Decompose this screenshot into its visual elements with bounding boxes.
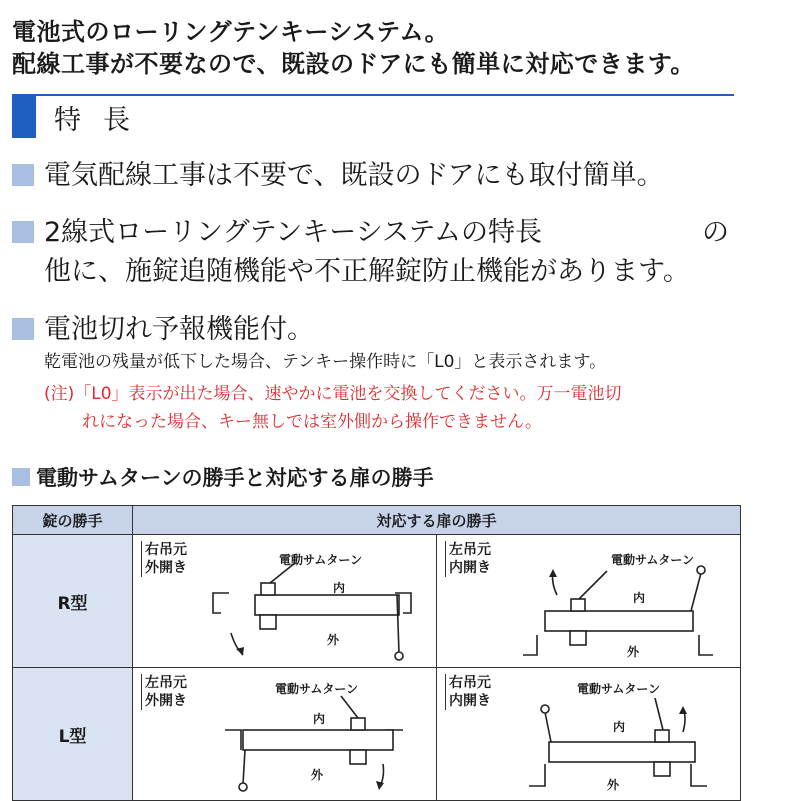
outside-label: 外	[327, 633, 340, 647]
door-diagram-cell	[133, 668, 437, 801]
outside-label: 外	[607, 778, 620, 792]
door-diagram-cell	[437, 535, 741, 668]
mount-label	[445, 541, 491, 577]
mount-label-line-1: 右吊元	[445, 674, 491, 692]
row-type-label: L型	[13, 668, 133, 801]
feature-text: 電気配線工事は不要で、既設のドアにも取付簡単。	[44, 160, 664, 191]
mount-label-line-2: 外開き	[141, 692, 187, 710]
feature-text-tail: の	[702, 217, 729, 248]
thumb-turn-label: 電動サムターン	[279, 553, 363, 567]
caution-line-2: れになった場合、キー無しでは室外側から操作できません。	[82, 412, 543, 432]
row-type-label: R型	[13, 535, 133, 668]
section-header	[12, 94, 734, 138]
caution-line-1: (注)「L0」表示が出た場合、速やかに電池を交換してください。万一電池切	[44, 384, 622, 404]
table-title	[12, 462, 434, 492]
headline-line-1: 電池式のローリングテンキーシステム。	[12, 18, 450, 46]
col-header-door: 対応する扉の勝手	[133, 506, 741, 535]
square-bullet-icon	[12, 468, 30, 486]
inside-label: 内	[333, 581, 346, 595]
mount-label-line-1: 左吊元	[141, 674, 187, 692]
feature-item	[12, 308, 314, 352]
inside-label: 内	[633, 591, 646, 605]
outside-label: 外	[311, 768, 324, 782]
table-row	[13, 535, 741, 668]
square-bullet-icon	[12, 221, 34, 243]
mount-label	[445, 674, 491, 710]
inside-label: 内	[313, 712, 326, 726]
square-bullet-icon	[12, 164, 34, 186]
feature-item	[12, 211, 542, 255]
section-title: 特長	[54, 105, 152, 136]
square-bullet-icon	[12, 318, 34, 340]
thumb-turn-label: 電動サムターン	[577, 682, 661, 696]
handing-table	[12, 505, 741, 801]
section-accent	[12, 94, 36, 138]
mount-label	[141, 541, 187, 577]
table-row	[13, 668, 741, 801]
mount-label-line-1: 左吊元	[445, 541, 491, 559]
headline	[12, 16, 695, 80]
headline-line-2: 配線工事が不要なので、既設のドアにも簡単に対応できます。	[12, 50, 695, 78]
table-title-text: 電動サムターンの勝手と対応する扉の勝手	[36, 466, 434, 490]
mount-label-line-2: 内開き	[445, 559, 491, 577]
mount-label-line-2: 外開き	[141, 559, 187, 577]
door-diagram-cell	[133, 535, 437, 668]
thumb-turn-label: 電動サムターン	[275, 682, 359, 696]
mount-label-line-1: 右吊元	[141, 541, 187, 559]
feature-text-continued: 他に、施錠追随機能や不正解錠防止機能があります。	[44, 256, 690, 287]
battery-note: 乾電池の残量が低下した場合、テンキー操作時に「L0」と表示されます。	[44, 352, 607, 372]
outside-label: 外	[627, 645, 640, 659]
col-header-lock: 錠の勝手	[13, 506, 133, 535]
thumb-turn-label: 電動サムターン	[611, 553, 695, 567]
mount-label-line-2: 内開き	[445, 692, 491, 710]
section-rule	[12, 94, 734, 96]
feature-item	[12, 154, 664, 198]
feature-text: 電池切れ予報機能付。	[44, 314, 314, 345]
mount-label	[141, 674, 187, 710]
feature-text: 2線式ローリングテンキーシステムの特長	[44, 217, 543, 248]
inside-label: 内	[613, 720, 626, 734]
table-header-row	[13, 506, 741, 535]
door-diagram-cell	[437, 668, 741, 801]
